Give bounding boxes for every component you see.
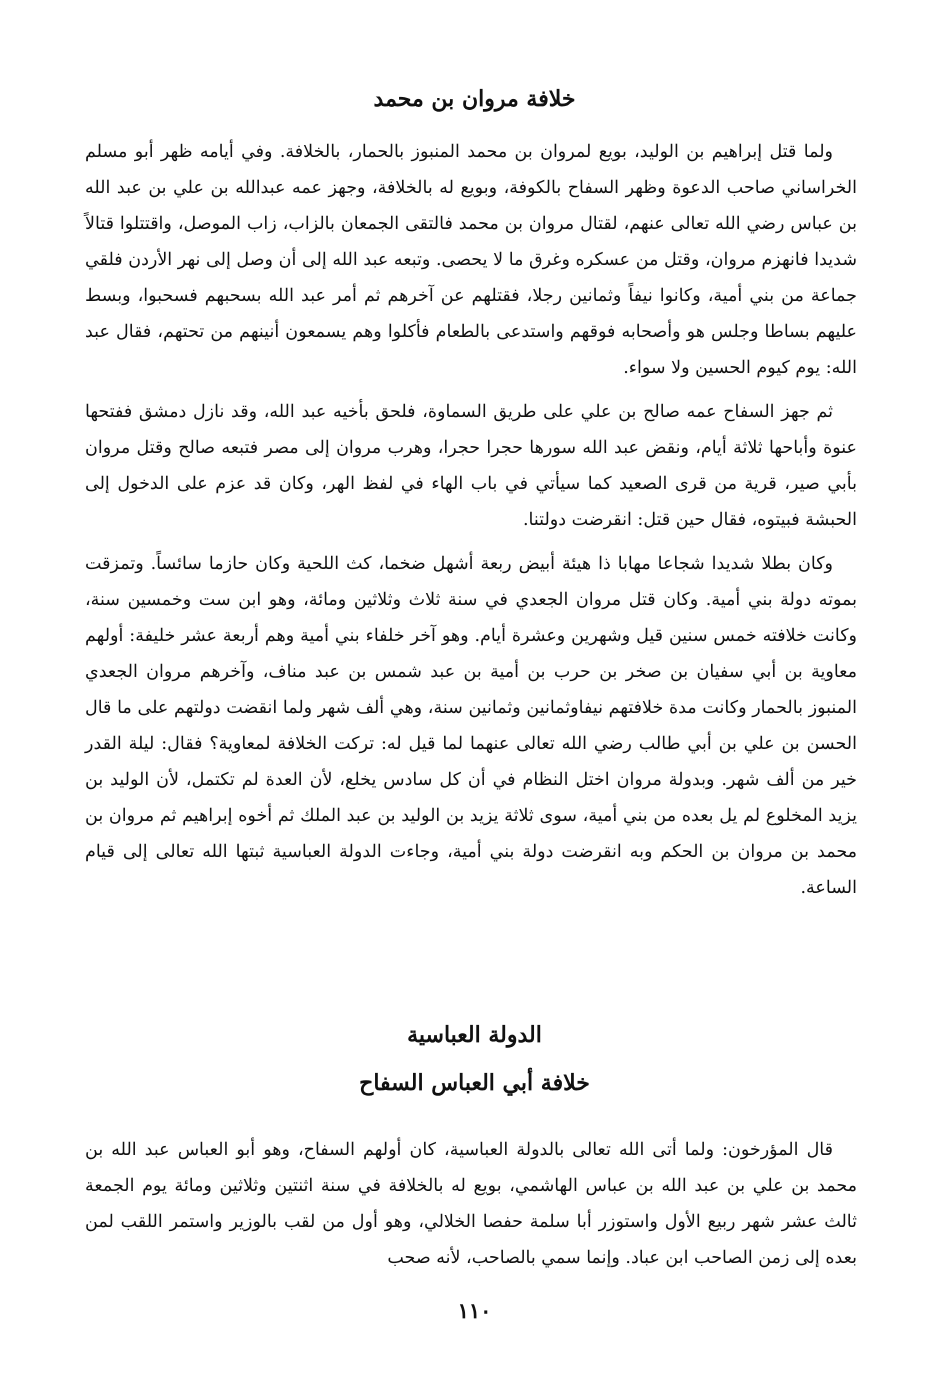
section-title-abbasid: الدولة العباسية xyxy=(407,1022,542,1048)
section-body-marwan xyxy=(85,134,857,906)
paragraph: ثم جهز السفاح عمه صالح بن علي على طريق السماوة، فلحق بأخيه عبد الله، وقد نازل دمشق ففتحها عنوة وأباحها ثلاثة أيام، ونقض عبد الله سورها حجرا حجرا، وهرب مروان إلى مصر فتبعه صالح وقتل مروان بأبي صير، قرية من قرى الصعيد كما سيأتي في باب الهاء في لفظ الهر، وكان قد عزم على الدخول إلى الحبشة فبيتوه، فقال حين قتل: انقرضت دولتنا. xyxy=(85,402,857,530)
section-body-saffah xyxy=(85,1132,857,1276)
section-subtitle-saffah: خلافة أبي العباس السفاح xyxy=(359,1070,590,1096)
paragraph: ولما قتل إبراهيم بن الوليد، بويع لمروان بن محمد المنبوز بالحمار، بالخلافة. وفي أيامه ظهر أبو مسلم الخراساني صاحب الدعوة وظهر السفاح بالكوفة، وبويع له بالخلافة، وجهز عمه عبدالله بن علي بن عبد الله بن عباس رضي الله تعالى عنهم، لقتال مروان بن محمد فالتقى الجمعان بالزاب، زاب الموصل، واقتتلوا قتالاً شديدا فانهزم مروان، وقتل من عسكره وغرق ما لا يحصى. وتبعه عبد الله إلى أن وصل إلى نهر الأردن فلقي جماعة من بني أمية، وكانوا نيفاً وثمانين رجلا، فقتلهم عن آخرهم ثم أمر عبد الله بسحبهم فسحبوا، وبسط عليهم بساطا وجلس هو وأصحابه فوقهم واستدعى بالطعام فأكلوا وهم يسمعون أنينهم من تحتهم، فقال عبد الله: يوم كيوم الحسين ولا سواء. xyxy=(85,142,857,378)
section-title-marwan: خلافة مروان بن محمد xyxy=(373,86,576,112)
paragraph: قال المؤرخون: ولما أتى الله تعالى بالدولة العباسية، كان أولهم السفاح، وهو أبو العباس عبد الله بن محمد بن علي بن عبد الله بن عباس الهاشمي، بويع له بالخلافة في سنة اثنتين وثلاثين ومائة يوم الجمعة ثالث عشر شهر ربيع الأول واستوزر أبا سلمة حفصا الخلالي، وهو أول من لقب بالوزير واستمر اللقب لمن بعده إلى زمن الصاحب ابن عباد. وإنما سمي بالصاحب، لأنه صحب xyxy=(85,1140,857,1268)
paragraph: وكان بطلا شديدا شجاعا مهابا ذا هيئة أبيض ربعة أشهل ضخما، كث اللحية وكان حازما سائساً. وتمزقت بموته دولة بني أمية. وكان قتل مروان الجعدي في سنة ثلاث وثلاثين ومائة، وهو ابن ست وخمسين سنة، وكانت خلافته خمس سنين قيل وشهرين وعشرة أيام. وهو آخر خلفاء بني أمية وهم أربعة عشر خليفة: أولهم معاوية بن أبي سفيان بن صخر بن حرب بن أمية بن عبد شمس بن عبد مناف، وآخرهم مروان الجعدي المنبوز بالحمار وكانت مدة خلافتهم نيفاوثمانين وثمانين سنة، وهي ألف شهر ولما انقضت دولتهم على ما قال الحسن بن علي بن أبي طالب رضي الله تعالى عنهما لما قيل له: تركت الخلافة لمعاوية؟ فقال: ليلة القدر خير من ألف شهر. وبدولة مروان اختل النظام في أن كل سادس يخلع، لأن العدة لم تكتمل، لأن الوليد بن يزيد المخلوع لم يل بعده من بني أمية، سوى ثلاثة يزيد بن الوليد بن عبد الملك ثم أخوه إبراهيم ثم مروان بن محمد بن مروان بن الحكم وبه انقرضت دولة بني أمية، وجاءت الدولة العباسية ثبتها الله تعالى إلى قيام الساعة. xyxy=(85,554,857,898)
page-number: ١١٠ xyxy=(457,1298,492,1323)
